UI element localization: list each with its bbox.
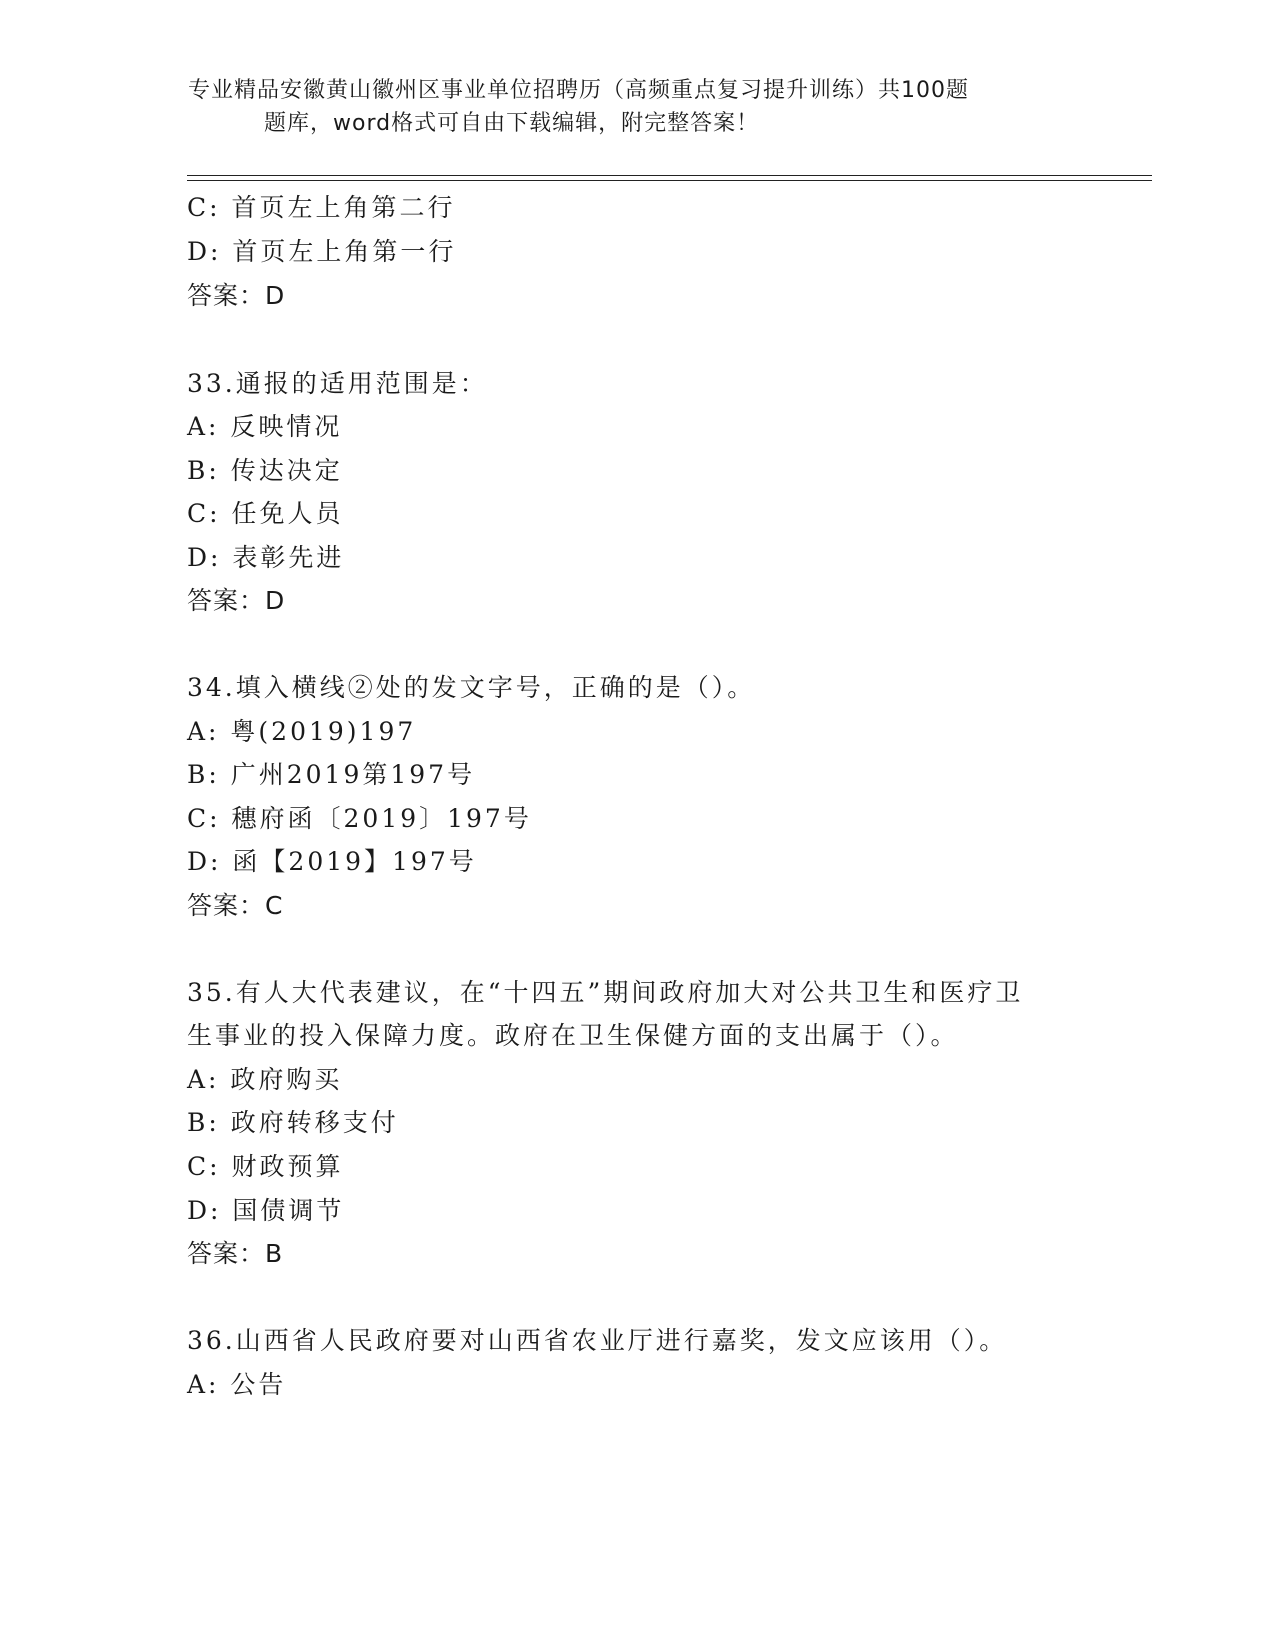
q36-stem: 36.山西省人民政府要对山西省农业厅进行嘉奖，发文应该用（）。 [187, 1326, 1008, 1355]
prev-option-d: D: 首页左上角第一行 [187, 237, 457, 266]
q35-stem-line-1: 35.有人大代表建议，在“十四五”期间政府加大对公共卫生和医疗卫 [187, 978, 1024, 1007]
q34-option-c: C: 穗府函〔2019〕197号 [187, 804, 532, 833]
document-header [188, 74, 1048, 140]
q34-stem: 34.填入横线②处的发文字号，正确的是（）。 [187, 673, 756, 702]
header-line-1: 专业精品安徽黄山徽州区事业单位招聘历（高频重点复习提升训练）共100题 [188, 78, 969, 103]
q33-option-a: A: 反映情况 [187, 412, 343, 441]
prev-answer: 答案：D [187, 281, 286, 310]
q33-answer: 答案：D [187, 586, 286, 615]
q34-option-a: A: 粤(2019)197 [187, 717, 417, 746]
q35-answer: 答案：B [187, 1239, 284, 1268]
q35-option-d: D: 国债调节 [187, 1196, 345, 1225]
q33-stem: 33.通报的适用范围是： [187, 369, 488, 398]
q35-option-b: B: 政府转移支付 [187, 1108, 399, 1137]
header-rule-bottom [187, 180, 1152, 181]
q35-option-c: C: 财政预算 [187, 1152, 344, 1181]
q35-stem-line-2: 生事业的投入保障力度。政府在卫生保健方面的支出属于（）。 [187, 1021, 959, 1050]
q34-answer: 答案：C [187, 891, 284, 920]
q34-option-b: B: 广州2019第197号 [187, 760, 476, 789]
q35-option-a: A: 政府购买 [187, 1065, 343, 1094]
q33-option-d: D: 表彰先进 [187, 543, 345, 572]
q36-option-a: A: 公告 [187, 1370, 287, 1399]
q33-option-c: C: 任免人员 [187, 499, 344, 528]
header-rule-top [187, 175, 1152, 176]
prev-option-c: C: 首页左上角第二行 [187, 193, 456, 222]
q33-option-b: B: 传达决定 [187, 456, 343, 485]
header-line-2: 题库，word格式可自由下载编辑，附完整答案！ [264, 111, 760, 136]
q34-option-d: D: 函【2019】197号 [187, 847, 477, 876]
